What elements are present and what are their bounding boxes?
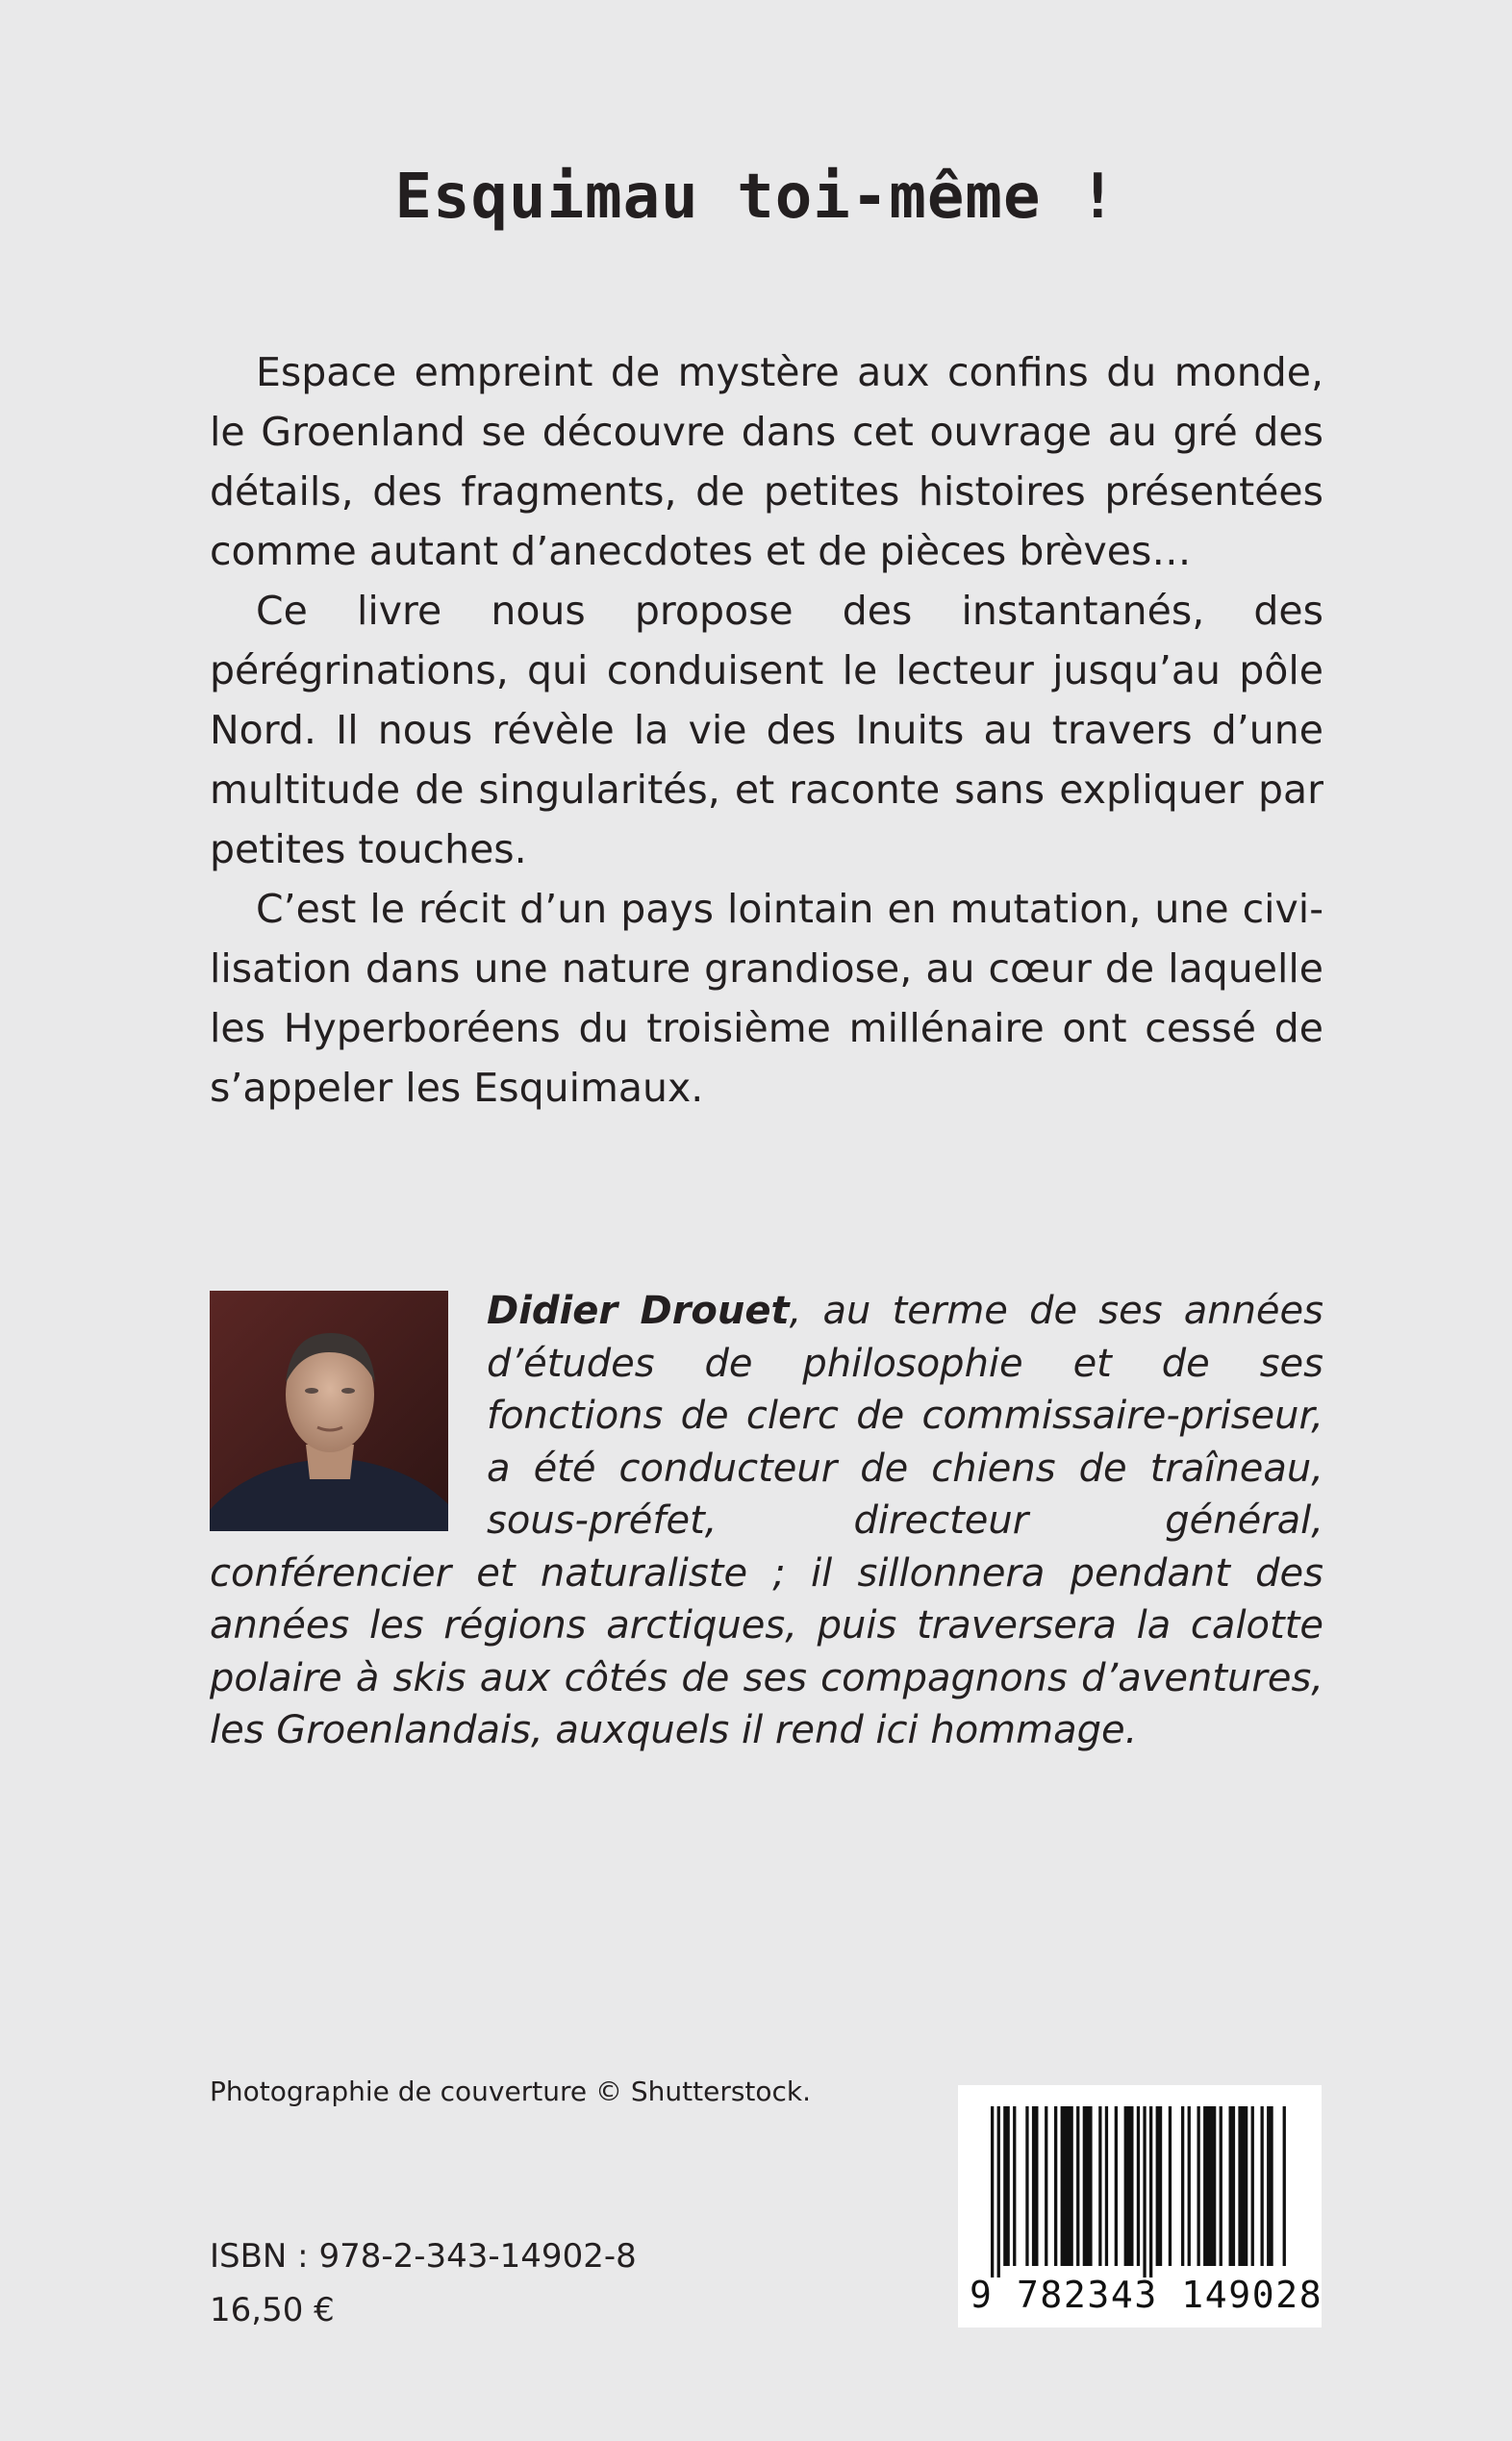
barcode-bar [1203,2106,1216,2266]
barcode-bar [1032,2106,1039,2266]
barcode-bar [1156,2106,1163,2266]
barcode-bar [1251,2106,1254,2266]
barcode-bar [1197,2106,1200,2266]
barcode-bar [1105,2106,1108,2266]
barcode-bar [1267,2106,1273,2266]
author-bio [210,1285,1323,1757]
barcode-bar [1076,2106,1079,2266]
barcode-digits: 9 782343 149028 [970,2274,1323,2316]
barcode-bars [991,2106,1289,2277]
barcode-bar [1149,2106,1152,2277]
barcode-bar [1188,2106,1191,2266]
barcode-bar [1013,2106,1016,2266]
barcode-bar [1115,2106,1118,2266]
book-blurb [210,342,1323,1118]
isbn-number: ISBN : 978-2-343-14902-8 [210,2237,637,2276]
barcode-bar [1025,2106,1028,2266]
book-title: Esquimau toi-même ! [394,162,1118,233]
blurb-paragraph: Espace empreint de mystère aux confins du monde, le Groenland se découvre dans cet ouvrage au gré des détails, des fragments, de petites histoires présentées comme autant d’anecdotes et de pièces brèves… [210,349,1323,574]
barcode-bar [1238,2106,1247,2266]
author-photo [210,1291,448,1531]
barcode-bar [1124,2106,1134,2266]
barcode-bar [1169,2106,1172,2266]
price: 16,50 € [210,2291,335,2329]
barcode-bar [1061,2106,1073,2266]
author-name: Didier Drouet [487,1289,790,1333]
photo-credit: Photographie de couverture © Shutterstock. [210,2076,812,2107]
barcode-bar [1143,2106,1146,2277]
barcode-bar [1054,2106,1057,2266]
author-bio-text: , au terme de ses années d’études de philosophie et de ses fonctions de clerc de commissaire-priseur, a été conducteur de chiens de traîneau, sous-préfet, directeur général, conférencier et naturaliste ; il sillonnera pendant des années les régions arctiques, puis traversera la calotte polaire à skis aux côtés de ses compagnons d’aventures, les Groenlandais, auxquels il rend ici hommage. [210,1289,1323,1752]
barcode-bar [1181,2106,1184,2266]
blurb-paragraph: Ce livre nous propose des instantanés, des pérégrinations, qui conduisent le lecteur jusqu’au pôle Nord. Il nous révèle la vie des Inuits au travers d’une multitude de singularités, et raconte sans expliquer par petites touches. [210,588,1323,872]
barcode-bar [1261,2106,1264,2266]
barcode [958,2085,1322,2328]
barcode-bar [997,2106,1000,2277]
blurb-paragraph: C’est le récit d’un pays lointain en mutation, une civilisation dans une nature grandiose, au cœur de laquelle les Hyperboréens du troisième millénaire ont cessé de s’appeler les Esquimaux. [210,886,1323,1111]
isbn-price-block [210,2229,637,2337]
barcode-bar [1045,2106,1047,2266]
barcode-bar [1283,2106,1286,2266]
barcode-bar [1098,2106,1101,2266]
barcode-bar [991,2106,994,2277]
author-portrait-image [210,1291,448,1531]
barcode-bar [1229,2106,1236,2266]
barcode-bar [1137,2106,1140,2266]
barcode-bar [1220,2106,1222,2266]
barcode-bar [1083,2106,1093,2266]
barcode-bar [1003,2106,1010,2266]
